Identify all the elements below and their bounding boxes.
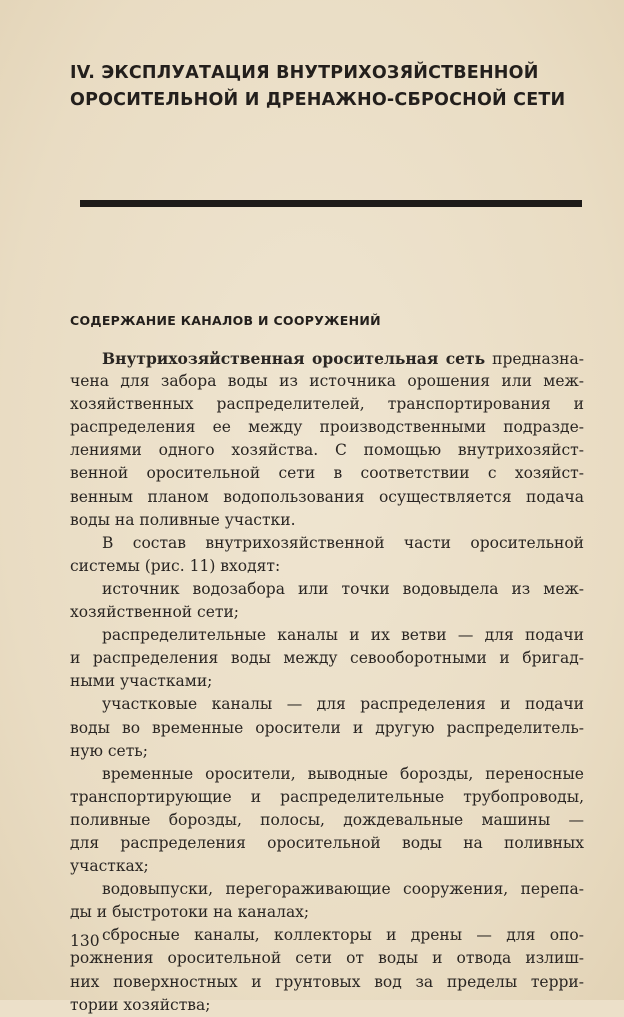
text-line: воды на поливные участки. <box>70 510 296 529</box>
list-item-line: транспортирующие и распределительные трубопроводы, <box>70 787 584 806</box>
text-line <box>70 347 584 370</box>
list-item-line: для распределения оросительной воды на поливных <box>70 833 584 852</box>
list-item-line: ды и быстротоки на каналах; <box>70 903 310 922</box>
text-line: системы (рис. 11) входят: <box>70 556 281 575</box>
chapter-title <box>70 60 570 114</box>
list-item-line: хозяйственной сети; <box>70 603 240 622</box>
bold-term: Внутрихозяйственная оросительная сеть <box>102 349 486 368</box>
chapter-divider-rule <box>80 200 582 207</box>
chapter-title-line-1: IV. ЭКСПЛУАТАЦИЯ ВНУТРИХОЗЯЙСТВЕННОЙ <box>70 63 539 83</box>
list-item-line: тории хозяйства; <box>70 995 211 1014</box>
list-item-line: ную сеть; <box>70 741 148 760</box>
text-line: хозяйственных распределителей, транспортирования и <box>70 395 584 414</box>
list-item-line: них поверхностных и грунтовых вод за пределы терри- <box>70 972 584 991</box>
page-number: 130 <box>70 932 100 950</box>
body-text <box>70 347 584 1017</box>
text-line: венным планом водопользования осуществляется подача <box>70 487 584 506</box>
list-item-line: участках; <box>70 857 149 876</box>
list-item-line: источник водозабора или точки водовыдела из меж- <box>102 579 584 598</box>
chapter-title-line-2: ОРОСИТЕЛЬНОЙ И ДРЕНАЖНО-СБРОСНОЙ СЕТИ <box>70 90 566 110</box>
text-line: В состав внутрихозяйственной части оросительной <box>102 533 584 552</box>
list-item-line: распределительные каналы и их ветви — для подачи <box>102 626 584 645</box>
section-title: СОДЕРЖАНИЕ КАНАЛОВ И СООРУЖЕНИЙ <box>70 313 381 328</box>
text-line: чена для забора воды из источника орошения или меж- <box>70 372 584 391</box>
list-item-line: воды во временные оросители и другую распределитель- <box>70 718 584 737</box>
text-fragment: предназна- <box>485 350 584 368</box>
list-item-line: и распределения воды между севооборотными и бригад- <box>70 649 584 668</box>
text-line: распределения ее между производственными подразде- <box>70 418 584 437</box>
text-line: венной оросительной сети в соответствии с хозяйст- <box>70 464 584 483</box>
list-item-line: поливные борозды, полосы, дождевальные машины — <box>70 810 584 829</box>
text-line: лениями одного хозяйства. С помощью внутрихозяйст- <box>70 441 584 460</box>
list-item-line: участковые каналы — для распределения и подачи <box>102 695 584 714</box>
list-item-line: ными участками; <box>70 672 213 691</box>
list-item-line: рожнения оросительной сети от воды и отвода излиш- <box>70 949 584 968</box>
list-item-line: временные оросители, выводные борозды, переносные <box>102 764 584 783</box>
list-item-line: водовыпуски, перегораживающие сооружения, перепа- <box>102 880 584 899</box>
list-item-line: сбросные каналы, коллекторы и дрены — для опо- <box>102 926 584 945</box>
